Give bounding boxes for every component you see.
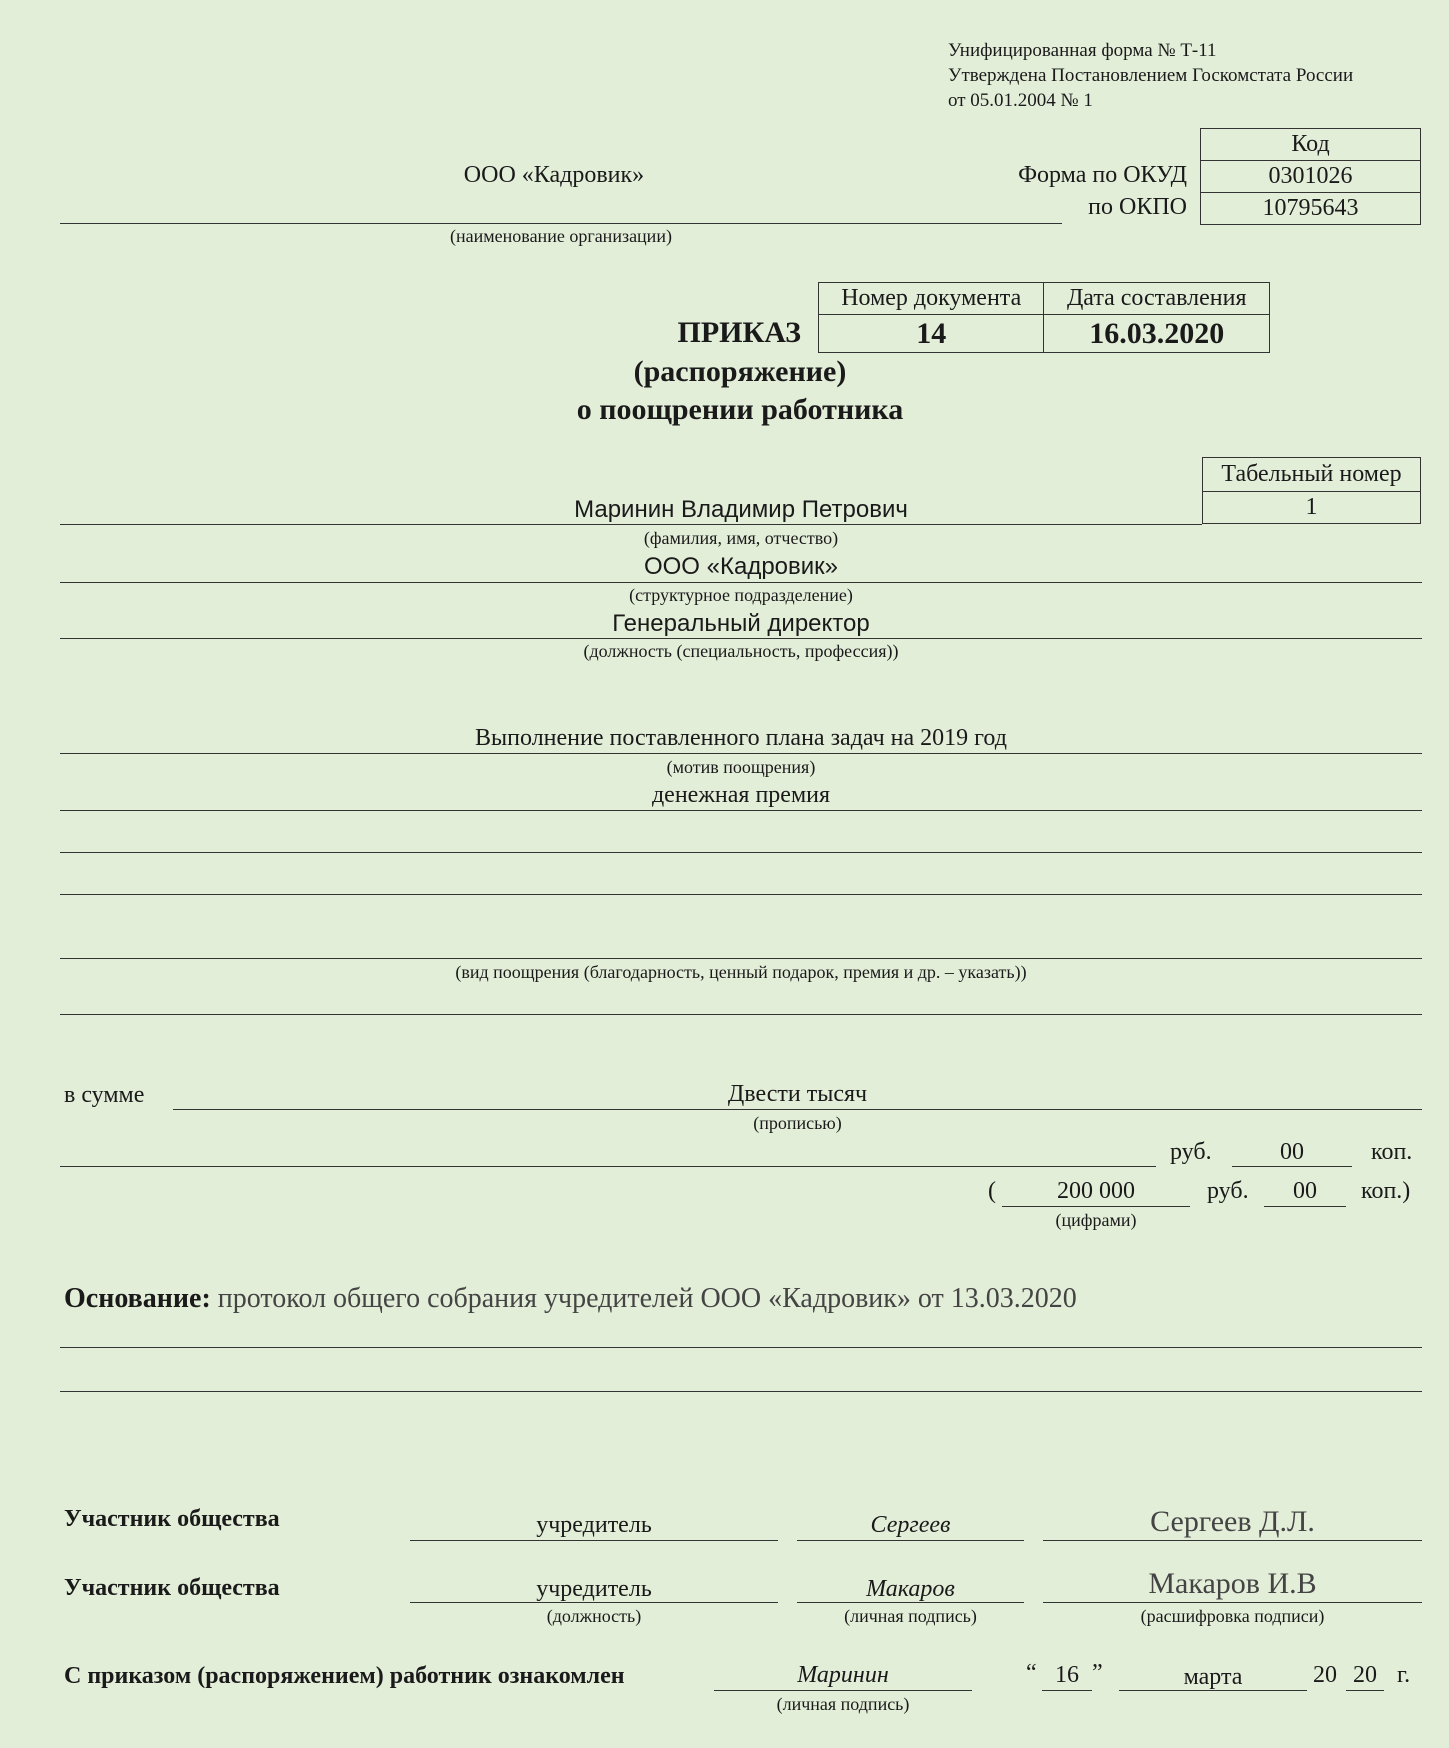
okud-value: 0301026 [1201, 161, 1421, 193]
reward-line-5 [60, 1014, 1422, 1015]
organization-name: ООО «Кадровик» [463, 162, 645, 188]
acknowledgment-year-line [1346, 1690, 1384, 1691]
reward-line-3 [60, 894, 1422, 895]
codes-header: Код [1201, 129, 1421, 161]
signer-1-signature-line [797, 1540, 1024, 1541]
codes-table [1200, 128, 1421, 225]
document-purpose: о поощрении работника [576, 393, 904, 426]
acknowledgment-signature-line [714, 1690, 972, 1691]
acknowledgment-year-mark: г. [1397, 1662, 1411, 1688]
decoding-caption-sig: (расшифровка подписи) [1140, 1606, 1325, 1626]
position-line [60, 638, 1422, 639]
signer-1-signature: Сергеев [870, 1512, 951, 1538]
acknowledgment-label: С приказом (распоряжением) работник ознакомлен [64, 1663, 625, 1689]
tab-number-header: Табельный номер [1203, 458, 1421, 492]
acknowledgment-quote-close: ” [1092, 1660, 1103, 1686]
organization-line [60, 223, 1062, 224]
basis-line-2 [60, 1391, 1422, 1392]
kop-label-2: коп.) [1361, 1178, 1411, 1204]
reward-line-1 [60, 810, 1422, 811]
motive-line [60, 753, 1422, 754]
signer-2-signature: Макаров [866, 1576, 955, 1602]
document-number-header: Номер документа [819, 283, 1044, 315]
organization-caption: (наименование организации) [450, 226, 672, 246]
signer-1-decoding: Сергеев Д.Л. [1150, 1505, 1315, 1538]
department-line [60, 582, 1422, 583]
signer-2-position: учредитель [536, 1576, 652, 1602]
kop-digits: 00 [1293, 1178, 1317, 1204]
acknowledgment-day-line [1042, 1690, 1092, 1691]
employee-position: Генеральный директор [612, 610, 870, 637]
kop-words-line [1232, 1166, 1352, 1167]
kop-digits-line [1264, 1206, 1346, 1207]
okpo-label: по ОКПО [1088, 194, 1187, 220]
reward-motive: Выполнение поставленного плана задач на 2019 год [475, 725, 1007, 751]
basis-text: протокол общего собрания учредителей ООО «Кадровик» от 13.03.2020 [217, 1283, 1077, 1314]
acknowledgment-year-prefix: 20 [1313, 1662, 1337, 1688]
reward-line-4 [60, 958, 1422, 959]
signer-2-label: Участник общества [64, 1575, 280, 1601]
acknowledgment-signature-caption: (личная подпись) [776, 1694, 910, 1714]
signer-1-label: Участник общества [64, 1506, 280, 1532]
motive-caption: (мотив поощрения) [666, 757, 816, 777]
reward-line-2 [60, 852, 1422, 853]
acknowledgment-year: 20 [1353, 1662, 1377, 1688]
signer-2-decoding: Макаров И.В [1148, 1567, 1317, 1600]
employee-name-line [60, 524, 1202, 525]
reward-type: денежная премия [651, 782, 831, 808]
kop-words: 00 [1280, 1139, 1304, 1165]
sum-label: в сумме [64, 1082, 145, 1108]
digits-open-paren: ( [988, 1178, 996, 1204]
sum-words: Двести тысяч [727, 1081, 868, 1107]
okpo-value: 10795643 [1201, 193, 1421, 225]
signer-2-signature-line [797, 1602, 1024, 1603]
acknowledgment-month-line [1119, 1690, 1307, 1691]
department-caption: (структурное подразделение) [629, 585, 853, 605]
kop-label-1: коп. [1371, 1139, 1413, 1165]
signer-1-position: учредитель [536, 1512, 652, 1538]
acknowledgment-quote-open: “ [1026, 1660, 1037, 1686]
form-header-line1: Унифицированная форма № Т-11 [948, 40, 1217, 61]
rub-label-1: руб. [1170, 1139, 1212, 1165]
position-caption-sig: (должность) [546, 1606, 642, 1626]
signature-caption-sig: (личная подпись) [844, 1606, 977, 1626]
sum-words-line-2 [60, 1166, 1156, 1167]
sum-digits: 200 000 [1057, 1178, 1135, 1204]
sum-digits-caption: (цифрами) [1055, 1210, 1137, 1230]
sum-words-line [173, 1109, 1422, 1110]
signer-1-decoding-line [1043, 1540, 1422, 1541]
acknowledgment-day: 16 [1055, 1662, 1079, 1688]
document-date-header: Дата составления [1044, 283, 1270, 315]
acknowledgment-month: марта [1183, 1664, 1243, 1690]
okud-label: Форма по ОКУД [1018, 162, 1187, 188]
tab-number: 1 [1203, 492, 1421, 524]
rub-label-2: руб. [1207, 1178, 1249, 1204]
form-header [948, 38, 1353, 113]
basis [64, 1283, 1077, 1315]
form-header-line2: Утверждена Постановлением Госкомстата России [948, 65, 1354, 86]
document-subtitle: (распоряжение) [633, 355, 847, 388]
signer-1-position-line [410, 1540, 778, 1541]
basis-label: Основание: [64, 1283, 211, 1314]
sum-words-caption: (прописью) [753, 1113, 842, 1133]
sum-digits-line [1002, 1206, 1190, 1207]
employee-name-caption: (фамилия, имя, отчество) [643, 528, 839, 548]
employee-name: Маринин Владимир Петрович [574, 496, 908, 523]
signer-2-position-line [410, 1602, 778, 1603]
employee-department: ООО «Кадровик» [643, 553, 839, 580]
basis-line-1 [60, 1347, 1422, 1348]
signer-2-decoding-line [1043, 1602, 1422, 1603]
form-header-line3: от 05.01.2004 № 1 [948, 90, 1093, 111]
document-title: ПРИКАЗ [677, 316, 801, 349]
document-date: 16.03.2020 [1044, 315, 1270, 353]
document-number: 14 [819, 315, 1044, 353]
position-caption: (должность (специальность, профессия)) [583, 641, 899, 661]
reward-type-caption: (вид поощрения (благодарность, ценный подарок, премия и др. – указать)) [455, 962, 1027, 982]
document-table [818, 282, 1270, 353]
acknowledgment-signature: Маринин [797, 1662, 889, 1688]
